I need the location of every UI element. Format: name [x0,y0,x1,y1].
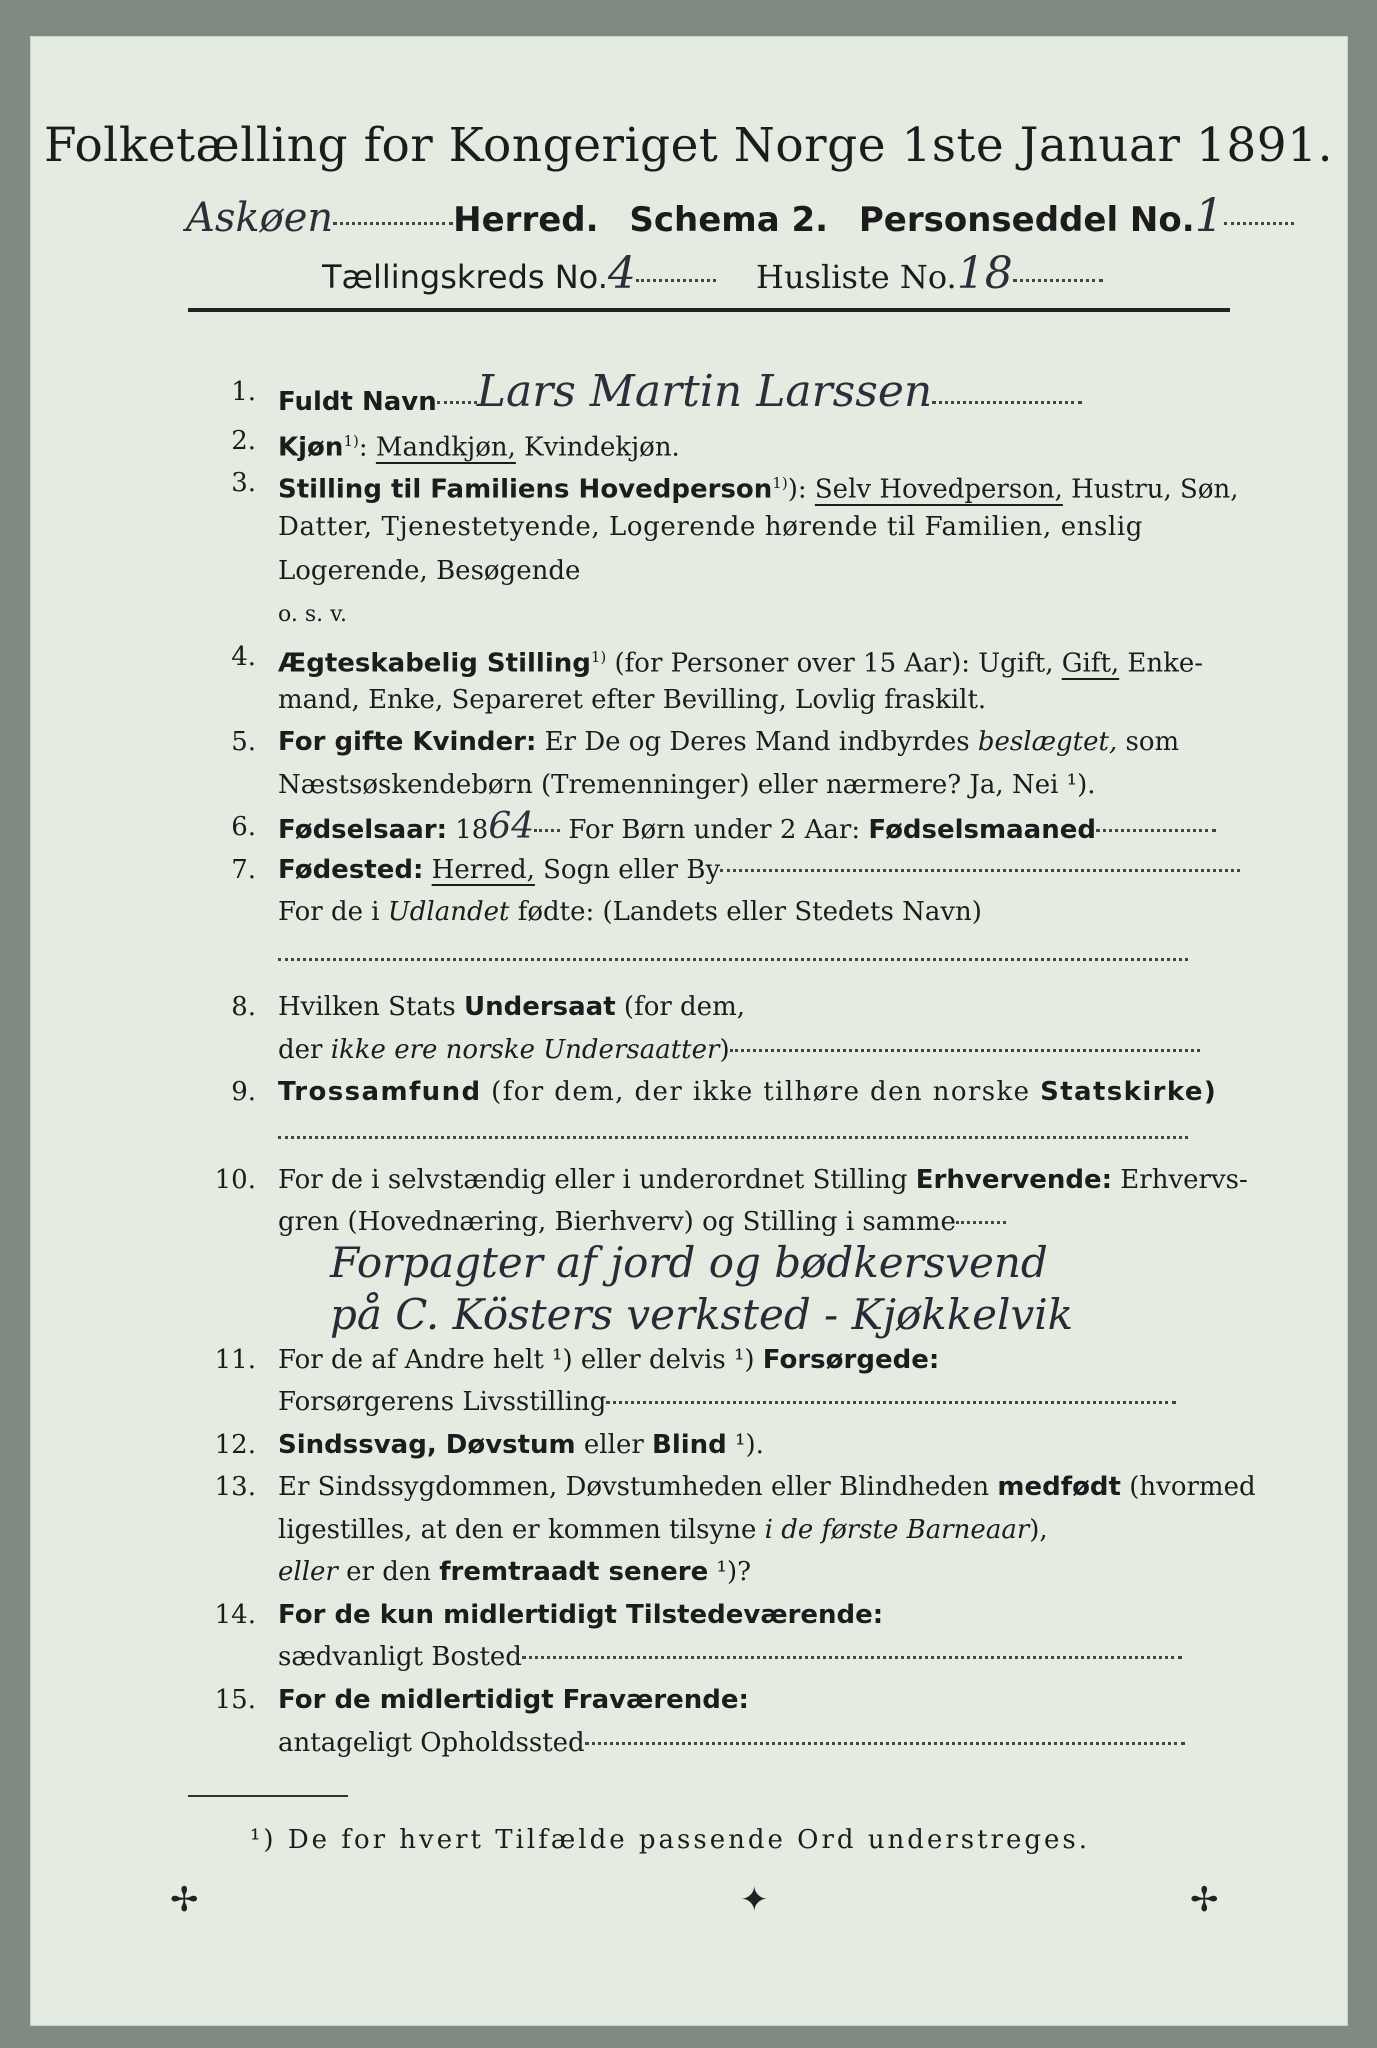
religion-dotted-fill [278,1136,1188,1139]
full-name-handwritten: Lars Martin Larssen [476,366,933,417]
husliste-dotted-fill [1013,279,1103,282]
underlined-choice: Gift, [1061,648,1120,679]
kreds-dotted-fill [636,279,716,282]
birth-year-handwritten: 64 [488,806,535,847]
field-number: 1. [231,377,256,407]
underlined-choice: Selv Hovedperson, [814,474,1063,505]
husliste-handwritten: 18 [956,248,1013,299]
herred-handwritten: Askøen [186,195,334,241]
kreds-handwritten: 4 [607,248,636,299]
field-number: 4. [231,642,256,672]
field-number: 10. [214,1165,256,1195]
kreds-line [322,248,1103,299]
kreds-label: Tællingskreds No. [322,258,608,296]
field-label: Trossamfund [278,1077,482,1107]
field-label: For gifte Kvinder: [278,727,537,757]
header-rule [188,308,1230,312]
occupation-handwritten-2: på C. Kösters verksted - Kjøkkelvik [330,1290,1074,1339]
field-number: 3. [231,468,256,498]
field-number: 12. [214,1430,256,1460]
field-label: Fødselsaar: [278,815,447,845]
underlined-choice: Herred, [431,855,535,885]
personseddel-dotted-fill [1224,222,1294,225]
field-label: medfødt [997,1472,1121,1502]
field-label: Sindssvag, Døvstum [278,1430,576,1460]
form-title: Folketælling for Kongeriget Norge 1ste Januar 1891. [43,118,1334,173]
field-number: 8. [231,992,256,1022]
footnote-rule [188,1795,348,1797]
field-label: For de midlertidigt Fraværende: [278,1685,749,1715]
schema-label: Schema 2. [629,200,829,240]
registration-mark-icon: ✦ [740,1880,769,1920]
herred-dotted-fill [333,222,453,225]
field-label: Ægteskabelig Stilling [278,648,591,679]
field-number: 11. [214,1345,256,1375]
herred-label: Herred. [453,200,599,240]
field-label: Undersaat [463,992,616,1022]
field-number: 14. [214,1600,256,1630]
field-label: Fuldt Navn [278,387,437,417]
personseddel-label: Personseddel No. [858,200,1195,240]
field-number: 13. [214,1472,256,1502]
field-number: 9. [231,1077,256,1107]
field-number: 7. [231,855,256,885]
field-number: 5. [231,727,256,757]
field-label: Erhvervende: [915,1165,1113,1195]
underlined-choice: Mandkjøn, [375,432,516,463]
occupation-handwritten-1: Forpagter af jord og bødkersvend [330,1238,1048,1287]
field-label: For de kun midlertidigt Tilstedeværende: [278,1600,884,1630]
birthplace-dotted-fill [278,958,1188,961]
personseddel-handwritten: 1 [1194,188,1224,242]
registration-mark-icon: ✢ [1190,1880,1219,1920]
field-number: 2. [231,426,256,456]
field-label: Fødested: [278,855,424,885]
field-number: 6. [231,812,256,842]
field-label: Stilling til Familiens Hovedperson [278,474,773,505]
field-number: 15. [214,1685,256,1715]
field-label: Forsørgede: [762,1345,940,1375]
footnote: ¹) De for hvert Tilfælde passende Ord understreges. [250,1825,1091,1855]
field-label: Kjøn [278,432,344,463]
herred-line [186,188,1294,242]
husliste-label: Husliste No. [756,258,957,296]
registration-mark-icon: ✢ [170,1880,199,1920]
